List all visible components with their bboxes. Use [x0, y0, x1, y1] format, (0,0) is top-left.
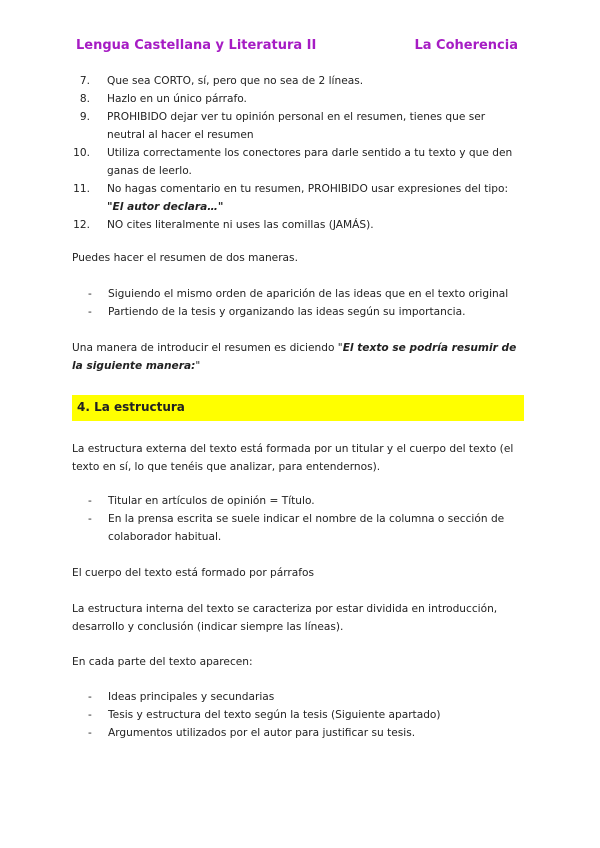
intro-phrase: Una manera de introducir el resumen es diciendo "El texto se podría resumir de la siguiente manera:" — [72, 342, 517, 372]
internal-structure-paragraph: La estructura interna del texto se caracteriza por estar dividida en introducción, desarrollo y conclusión (indicar siempre las líneas). — [72, 603, 498, 633]
summary-rules-list — [73, 72, 526, 234]
header-topic: La Coherencia — [414, 38, 518, 53]
list-item: - En la prensa escrita se suele indicar el nombre de la columna o sección de colaborador habitual. — [88, 513, 505, 543]
summary-intro: Puedes hacer el resumen de dos maneras. — [72, 252, 298, 264]
header-subject: Lengua Castellana y Literatura II — [76, 38, 317, 53]
list-item: 8. Hazlo en un único párrafo. — [79, 93, 247, 105]
list-item: - Tesis y estructura del texto según la tesis (Siguiente apartado) — [88, 709, 441, 721]
list-item: 11. No hagas comentario en tu resumen, PROHIBIDO usar expresiones del tipo: "El autor declara…" — [73, 183, 509, 213]
page-header — [76, 38, 518, 53]
list-item: - Titular en artículos de opinión = Título. — [88, 495, 315, 507]
list-item: - Ideas principales y secundarias — [88, 691, 275, 703]
parts-intro: En cada parte del texto aparecen: — [72, 656, 253, 668]
external-structure-paragraph: La estructura externa del texto está formada por un titular y el cuerpo del texto (el texto en sí, lo que tenéis que analizar, para entendernos). — [72, 443, 514, 473]
parts-list — [88, 688, 518, 742]
section-heading — [72, 395, 524, 421]
list-item: 9. PROHIBIDO dejar ver tu opinión personal en el resumen, tienes que ser neutral al hacer el resumen — [79, 111, 486, 141]
summary-ways-list — [88, 285, 518, 321]
list-item: 12. NO cites literalmente ni uses las comillas (JAMÁS). — [73, 219, 374, 231]
list-item: 10. Utiliza correctamente los conectores para darle sentido a tu texto y que den ganas de leerlo. — [73, 147, 513, 177]
titular-list — [88, 492, 518, 546]
section-title: 4. La estructura — [77, 400, 185, 414]
body-paragraphs-text: El cuerpo del texto está formado por párrafos — [72, 567, 315, 579]
list-item: - Siguiendo el mismo orden de aparición de las ideas que en el texto original — [88, 288, 509, 300]
list-item: - Partiendo de la tesis y organizando las ideas según su importancia. — [88, 306, 466, 318]
list-item: 7. Que sea CORTO, sí, pero que no sea de 2 líneas. — [79, 75, 364, 87]
list-item: - Argumentos utilizados por el autor para justificar su tesis. — [88, 727, 416, 739]
